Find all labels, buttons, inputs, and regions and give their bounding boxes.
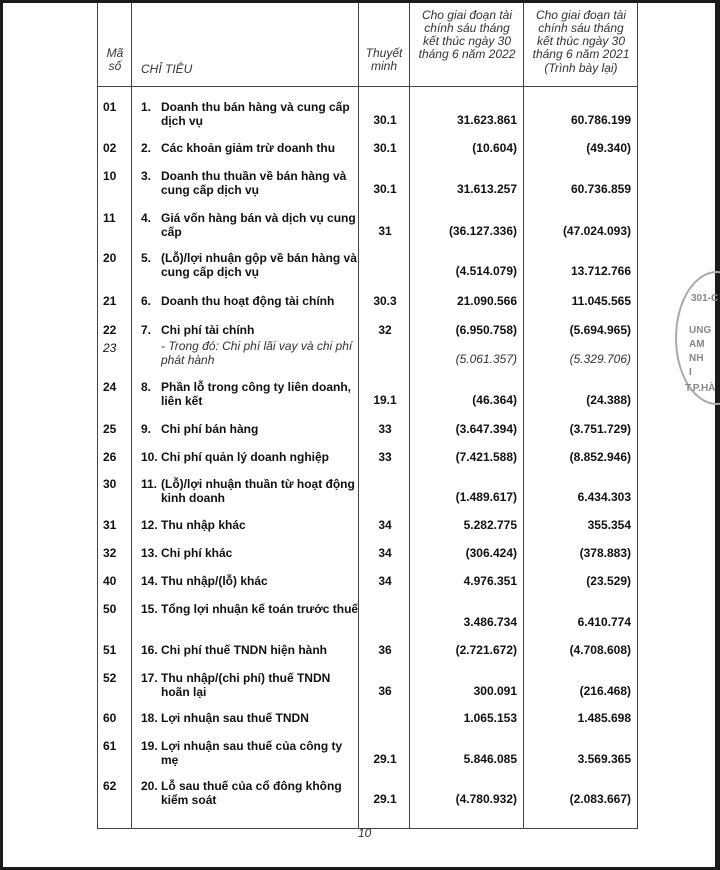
value-2022: (4.780.932) [455, 792, 517, 806]
row-code: 22 [103, 323, 117, 337]
row-label-text: Lợi nhuận sau thuế của công ty mẹ [161, 739, 343, 767]
row-label-text: Lỗ sau thuế của cổ đông không kiểm soát [161, 779, 342, 807]
value-2022: (1.489.617) [455, 490, 517, 504]
row-label-text: Doanh thu bán hàng và cung cấp dịch vụ [161, 100, 350, 128]
value-2022: (7.421.588) [455, 450, 517, 464]
seal-text: UNG [689, 325, 712, 336]
header-col-2021: Cho giai đoạn tài chính sáu tháng kết thúc ngày 30 tháng 6 năm 2021 [532, 8, 630, 61]
row-number: 17. [141, 671, 158, 685]
value-2022: 3.486.734 [463, 615, 517, 629]
row-number: 6. [141, 294, 152, 308]
header-divider [97, 86, 638, 87]
value-2021: (216.468) [579, 684, 631, 698]
seal-text: I [689, 367, 692, 378]
row-number: 7. [141, 323, 152, 337]
value-2022: 4.976.351 [463, 574, 517, 588]
row-label [141, 141, 363, 155]
row-note: 36 [378, 684, 392, 698]
row-code: 32 [103, 546, 117, 560]
value-2021: (5.329.706) [569, 352, 631, 366]
row-note: 19.1 [373, 393, 397, 407]
row-sub-label: - Trong đó: Chi phí lãi vay và chi phí phát hành [161, 339, 353, 367]
row-number: 16. [141, 643, 158, 657]
row-number: 1. [141, 100, 152, 114]
value-2022: 5.282.775 [463, 518, 517, 532]
row-label [141, 739, 363, 767]
header-ma-so: Mã số [106, 46, 124, 73]
value-2022: (306.424) [465, 546, 517, 560]
row-label [141, 671, 363, 699]
row-note: 34 [378, 518, 392, 532]
value-2021: (4.708.608) [569, 643, 631, 657]
row-code: 25 [103, 422, 117, 436]
row-code: 50 [103, 602, 117, 616]
value-2021: 3.569.365 [577, 752, 631, 766]
value-2022: (10.604) [472, 141, 517, 155]
row-code: 20 [103, 251, 117, 265]
row-label [141, 779, 363, 807]
value-2021: 13.712.766 [570, 264, 631, 278]
row-label-text: Lợi nhuận sau thuế TNDN [161, 711, 309, 725]
row-code: 31 [103, 518, 117, 532]
row-label [141, 518, 363, 532]
row-code: 23 [103, 341, 117, 355]
value-2021: 60.736.859 [570, 182, 631, 196]
row-number: 15. [141, 602, 158, 616]
value-2021: (8.852.946) [569, 450, 631, 464]
document-page [3, 3, 719, 867]
row-code: 62 [103, 779, 117, 793]
row-number: 11. [141, 477, 158, 491]
row-number: 14. [141, 574, 158, 588]
row-number: 4. [141, 211, 152, 225]
row-label-text: Tổng lợi nhuận kế toán trước thuế [161, 602, 359, 616]
row-number: 8. [141, 380, 152, 394]
row-label-text: Doanh thu hoạt động tài chính [161, 294, 335, 308]
column-divider [131, 3, 132, 829]
row-note: 31 [378, 224, 392, 238]
value-2022: 1.065.153 [463, 711, 517, 725]
header-chi-tieu: CHỈ TIÊU [141, 62, 193, 76]
row-number: 20. [141, 779, 158, 793]
row-label-text: Phần lỗ trong công ty liên doanh, liên kết [161, 380, 351, 408]
value-2022: (4.514.079) [455, 264, 517, 278]
value-2021: 1.485.698 [577, 711, 631, 725]
value-2021: (2.083.667) [569, 792, 631, 806]
company-seal [675, 271, 720, 405]
row-code: 52 [103, 671, 117, 685]
row-code: 51 [103, 643, 117, 657]
row-code: 01 [103, 100, 117, 114]
row-label [141, 380, 363, 408]
seal-text: NH [689, 353, 704, 364]
row-label-text: (Lỗ)/lợi nhuận thuần từ hoạt động kinh doanh [161, 477, 355, 505]
row-label-text: Thu nhập khác [161, 518, 246, 532]
row-label-text: Thu nhập/(lỗ) khác [161, 574, 268, 588]
value-2022: (3.647.394) [455, 422, 517, 436]
value-2022: (6.950.758) [455, 323, 517, 337]
row-number: 5. [141, 251, 152, 265]
row-note: 34 [378, 546, 392, 560]
value-2022: 31.613.257 [456, 182, 517, 196]
row-note: 29.1 [373, 752, 397, 766]
value-2022: 31.623.861 [456, 113, 517, 127]
value-2022: 5.846.085 [463, 752, 517, 766]
row-code: 11 [103, 211, 116, 225]
value-2021: (47.024.093) [562, 224, 631, 238]
row-note: 30.1 [373, 182, 397, 196]
row-number: 12. [141, 518, 158, 532]
value-2021: 6.410.774 [577, 615, 631, 629]
row-code: 26 [103, 450, 117, 464]
row-note: 29.1 [373, 792, 397, 806]
row-number: 3. [141, 169, 152, 183]
value-2022: (2.721.672) [455, 643, 517, 657]
row-code: 02 [103, 141, 117, 155]
value-2022: 300.091 [473, 684, 517, 698]
row-note: 33 [378, 450, 392, 464]
seal-text: AM [689, 339, 705, 350]
row-label [141, 251, 363, 279]
seal-text: T.P.HÀ [685, 383, 716, 394]
row-label-text: Chi phí thuế TNDN hiện hành [161, 643, 327, 657]
row-number: 13. [141, 546, 158, 560]
header-col-2021-note: (Trình bày lại) [544, 61, 618, 75]
header-col-2022: Cho giai đoạn tài chính sáu tháng kết thúc ngày 30 tháng 6 năm 2022 [418, 8, 516, 61]
value-2021: (24.388) [586, 393, 631, 407]
row-code: 40 [103, 574, 117, 588]
page-number: 10 [358, 826, 372, 840]
value-2021: (5.694.965) [569, 323, 631, 337]
row-label [141, 169, 363, 197]
row-label [141, 602, 363, 616]
row-note: 30.1 [373, 141, 397, 155]
row-number: 2. [141, 141, 152, 155]
row-label-text: Doanh thu thuần về bán hàng và cung cấp dịch vụ [161, 169, 347, 197]
value-2021: 6.434.303 [577, 490, 631, 504]
row-label-text: Các khoản giảm trừ doanh thu [161, 141, 336, 155]
row-code: 10 [103, 169, 117, 183]
row-label-text: Chi phí quản lý doanh nghiệp [161, 450, 329, 464]
seal-text: 301-C [691, 293, 719, 304]
row-note: 36 [378, 643, 392, 657]
row-note: 33 [378, 422, 392, 436]
value-2022: (36.127.336) [448, 224, 517, 238]
value-2021: (3.751.729) [569, 422, 631, 436]
row-label-text: Thu nhập/(chi phí) thuế TNDN hoãn lại [161, 671, 331, 699]
value-2022: (5.061.357) [455, 352, 517, 366]
row-note: 30.3 [373, 294, 397, 308]
column-divider [409, 3, 410, 829]
row-note: 34 [378, 574, 392, 588]
value-2021: 60.786.199 [570, 113, 631, 127]
header-thuyet-minh: Thuyết minh [365, 46, 403, 73]
row-note: 30.1 [373, 113, 397, 127]
row-label [141, 643, 363, 657]
row-label [141, 711, 363, 725]
row-label [141, 323, 363, 337]
row-number: 9. [141, 422, 152, 436]
row-code: 21 [103, 294, 117, 308]
value-2021: 11.045.565 [571, 294, 631, 308]
row-label [141, 294, 363, 308]
row-label [141, 477, 363, 505]
row-label-text: Chi phí khác [161, 546, 233, 560]
row-label-text: Giá vốn hàng bán và dịch vụ cung cấp [161, 211, 356, 239]
row-code: 24 [103, 380, 117, 394]
row-label [141, 422, 363, 436]
row-number: 18. [141, 711, 158, 725]
row-label [141, 100, 363, 128]
row-code: 30 [103, 477, 117, 491]
row-note: 32 [378, 323, 392, 337]
value-2022: (46.364) [472, 393, 517, 407]
row-label [141, 450, 363, 464]
row-label-text: Chi phí bán hàng [161, 422, 259, 436]
row-number: 10. [141, 450, 158, 464]
row-code: 60 [103, 711, 117, 725]
value-2021: (23.529) [586, 574, 631, 588]
value-2021: (378.883) [579, 546, 631, 560]
row-label-text: Chi phí tài chính [161, 323, 255, 337]
row-label [141, 574, 363, 588]
value-2021: (49.340) [586, 141, 631, 155]
value-2022: 21.090.566 [456, 294, 517, 308]
row-label [141, 546, 363, 560]
value-2021: 355.354 [587, 518, 631, 532]
row-label [141, 211, 363, 239]
row-number: 19. [141, 739, 158, 753]
row-label-text: (Lỗ)/lợi nhuận gộp về bán hàng và cung cấp dịch vụ [161, 251, 357, 279]
row-code: 61 [103, 739, 117, 753]
